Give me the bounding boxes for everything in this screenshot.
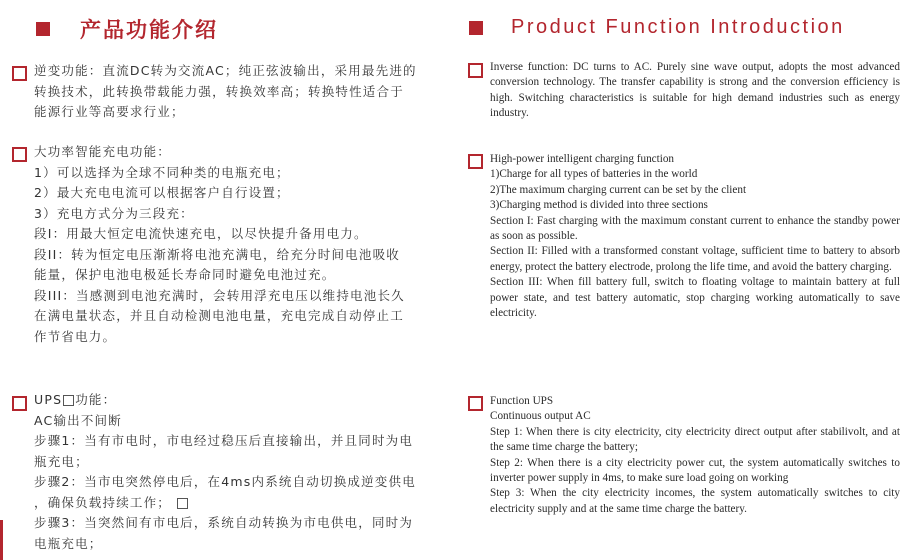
en-line: Section I: Fast charging with the maximum constant current to enhance the standby power as soon as possible.	[490, 214, 900, 243]
en-line: 2)The maximum charging current can be set by the client	[490, 183, 747, 196]
cn-section-ups	[34, 390, 444, 554]
cn-line: AC输出不间断	[34, 412, 122, 428]
missing-glyph-icon	[63, 395, 74, 406]
checkbox-icon	[12, 396, 27, 411]
cn-line: 段I：用最大恒定电流快速充电，以尽快提升备用电力。	[34, 226, 368, 241]
en-section-ups	[490, 394, 900, 517]
cn-section-inverter	[34, 61, 444, 123]
en-section-inverter	[490, 60, 900, 122]
cn-line: 1）可以选择为全球不同种类的电瓶充电；	[34, 164, 290, 180]
en-line: 3)Charging method is divided into three sections	[490, 199, 708, 212]
cn-line: 能源行业等高要求行业；	[34, 104, 185, 119]
cn-line: 2）最大充电电流可以根据客户自行设置；	[34, 185, 290, 200]
cn-line: 步骤1：当有市电时，市电经过稳压后直接输出，并且同时为电	[34, 433, 414, 448]
cn-ups-label: UPS	[34, 392, 63, 407]
english-title: Product Function Introduction	[511, 16, 845, 38]
cn-line: 步骤3：当突然间有市电后，系统自动转换为市电供电，同时为	[34, 515, 414, 530]
en-line: 1)Charge for all types of batteries in the world	[490, 168, 698, 181]
en-line: Step 1: When there is city electricity, city electricity direct output after stabilivolt, and at the same time charge the battery;	[490, 425, 900, 454]
cn-line: 逆变功能：直流DC转为交流AC；纯正弦波输出，采用最先进的	[34, 63, 417, 78]
cn-line: 瓶充电；	[34, 453, 89, 469]
cn-line: ，确保负载持续工作；	[34, 494, 172, 510]
cn-section-charging	[34, 142, 444, 347]
checkbox-icon	[12, 66, 27, 81]
en-line: Step 3: When the city electricity incomes, the system automatically switches to city electricity supply and at the same time charge the battery.	[490, 487, 900, 515]
cn-ups-label-suffix: 功能：	[75, 392, 117, 407]
cn-line: 3）充电方式分为三段充：	[34, 205, 194, 221]
chinese-title: 产品功能介绍	[80, 18, 218, 42]
en-line: Step 2: When there is a city electricity power cut, the system automatically switches to inverter power supply in 4ms, to make sure load going on working	[490, 456, 900, 485]
en-line: Continuous output AC	[490, 410, 591, 423]
cn-line: 电瓶充电；	[34, 535, 103, 551]
cn-line: 段II：转为恒定电压渐渐将电池充满电，给充分时间电池吸收	[34, 246, 400, 262]
cn-line: 转换技术，此转换带载能力强，转换效率高；转换特性适合于	[34, 83, 404, 99]
en-paragraph: Inverse function: DC turns to AC. Purely sine wave output, adopts the most advanced conversion technology. The transfer capability is strong and the conversion efficiency is high. Switching characteristics is suitable for high demand industries such as energy industry.	[490, 61, 900, 120]
en-line: Section II: Filled with a transformed constant voltage, sufficient time to battery to absorb energy, protect the battery electrode, prolong the life time, and avoid the battery charging.	[490, 245, 900, 273]
en-section-charging	[490, 152, 900, 321]
en-line: High-power intelligent charging function	[490, 153, 675, 165]
left-edge-bar	[0, 520, 3, 560]
checkbox-icon	[12, 147, 27, 162]
cn-line: 大功率智能充电功能：	[34, 144, 172, 159]
cn-line: 步骤2：当市电突然停电后，在4ms内系统自动切换成逆变供电	[34, 474, 416, 489]
cn-line: 在满电量状态，并且自动检测电池电量，充电完成自动停止工	[34, 308, 404, 323]
english-heading	[469, 16, 845, 39]
missing-glyph-icon	[177, 498, 188, 509]
cn-line: 能量，保护电池电极延长寿命同时避免电池过充。	[34, 267, 336, 282]
cn-line: 作节省电力。	[34, 328, 117, 344]
checkbox-icon	[468, 63, 483, 78]
checkbox-icon	[468, 154, 483, 169]
heading-square-icon	[469, 21, 483, 35]
heading-square-icon	[36, 22, 50, 36]
checkbox-icon	[468, 396, 483, 411]
en-line: Section III: When fill battery full, switch to floating voltage to maintain battery at full power state, and test battery automatic, stop charging working automatically to save electricity.	[490, 276, 900, 320]
en-line: Function UPS	[490, 395, 554, 407]
cn-line: 段III：当感测到电池充满时，会转用浮充电压以维持电池长久	[34, 287, 405, 303]
chinese-heading	[36, 14, 218, 44]
